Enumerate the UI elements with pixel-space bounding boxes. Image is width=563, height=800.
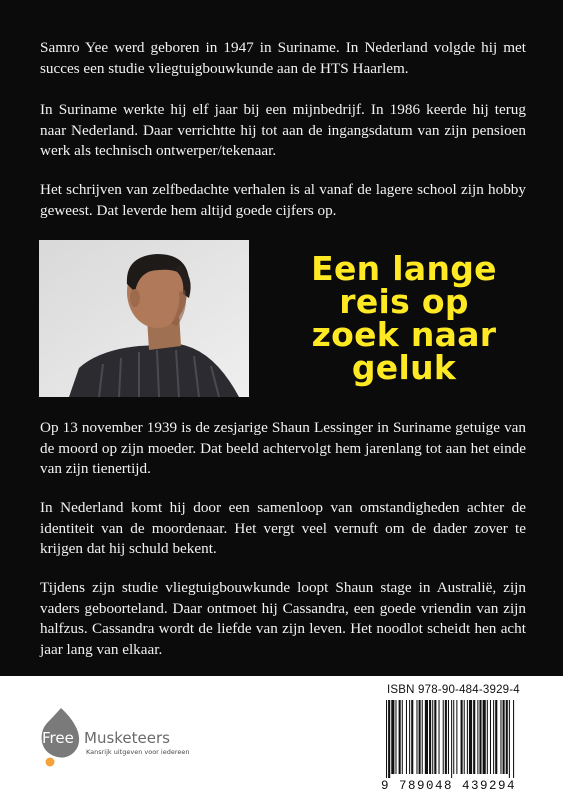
- barcode-bar: [453, 700, 454, 774]
- barcode-bar: [490, 700, 491, 774]
- synopsis-paragraph-2: In Nederland komt hij door een samenloop van omstandigheden achter de identiteit van de moordenaar. Het vergt veel vernuft om de dader zover te krijgen dat hij schuld bekent.: [40, 499, 526, 557]
- barcode-bar: [461, 700, 463, 774]
- synopsis-paragraph-1: Op 13 november 1939 is de zesjarige Shaun Lessinger in Suriname getuige van de moord op zijn moeder. Dat beeld achtervolgt hem jarenlang tot aan het einde van zijn tienertijd.: [40, 419, 526, 477]
- barcode-bar: [391, 700, 394, 774]
- book-title-line: reis op: [339, 282, 469, 321]
- barcode-bar: [495, 700, 497, 774]
- barcode-bar: [399, 700, 401, 774]
- barcode-bar: [464, 700, 465, 774]
- barcode-bar: [411, 700, 413, 774]
- barcode-bar: [473, 700, 475, 774]
- barcode-bar: [406, 700, 407, 774]
- author-bio-paragraph-2: In Suriname werkte hij elf jaar bij een mijnbedrijf. In 1986 keerde hij terug naar Nederland. Daar verrichtte hij tot aan de ingangsdatum van zijn pensioen werk als technisch ontwerper/tekenaar.: [40, 101, 526, 159]
- barcode-bar: [434, 700, 436, 774]
- isbn-label: ISBN 978-90-484-3929-4: [387, 684, 520, 696]
- book-title: [258, 249, 550, 387]
- barcode-bar: [416, 700, 417, 774]
- publisher-footer: [0, 676, 563, 800]
- publisher-tagline: Kansrijk uitgeven voor iedereen: [86, 748, 190, 756]
- barcode-bar: [467, 700, 468, 774]
- barcode-digits: 9 789048 439294: [381, 779, 517, 793]
- barcode-bar: [395, 700, 396, 774]
- barcode-bar: [479, 700, 481, 774]
- barcode-bar: [419, 700, 421, 774]
- barcode-bar: [503, 700, 505, 774]
- logo-musketeers-text: Musketeers: [84, 729, 170, 747]
- barcode-bar: [402, 700, 403, 774]
- barcode-bar: [422, 700, 423, 774]
- book-title-line: Een lange: [311, 249, 497, 288]
- barcode-bar: [500, 700, 501, 774]
- barcode-bar: [448, 700, 449, 774]
- book-title-line: geluk: [351, 348, 457, 387]
- barcode-bar: [456, 700, 457, 774]
- barcode-bar: [469, 700, 472, 774]
- author-portrait-icon: [39, 240, 249, 397]
- barcode-bar: [477, 700, 478, 774]
- barcode-bar: [445, 700, 447, 774]
- barcode-bar: [439, 700, 440, 774]
- barcode-bar: [513, 700, 514, 778]
- author-bio-paragraph-1: Samro Yee werd geboren in 1947 in Suriname. In Nederland volgde hij met succes een studie vliegtuigbouwkunde aan de HTS Haarlem.: [40, 39, 526, 77]
- book-title-line: zoek naar: [311, 315, 497, 354]
- barcode-bar: [429, 700, 431, 774]
- barcode-bar: [425, 700, 428, 774]
- barcode-bar: [388, 700, 390, 778]
- logo-free-text: Free: [42, 729, 74, 747]
- barcode-bar: [483, 700, 486, 774]
- barcode-bar: [493, 700, 494, 774]
- synopsis-paragraph-3: Tijdens zijn studie vliegtuigbouwkunde loopt Shaun stage in Australië, zijn vaders geboorteland. Daar ontmoet hij Cassandra, een goede vriendin van zijn halfzus. Cassandra wordt de liefde van zijn leven. Het noodlot scheidt hen acht jaar lang van elkaar.: [40, 579, 526, 658]
- author-photo: [39, 240, 249, 397]
- author-bio-paragraph-3: Het schrijven van zelfbedachte verhalen is al vanaf de lagere school zijn hobby geweest. Dat leverde hem altijd goede cijfers op.: [40, 181, 526, 219]
- barcode-bar: [487, 700, 488, 774]
- barcode-bar: [451, 700, 452, 778]
- barcode-bar: [443, 700, 444, 774]
- barcode-bar: [506, 700, 508, 774]
- barcode-bar: [432, 700, 433, 774]
- barcode-bar: [386, 700, 387, 778]
- barcode-bar: [509, 700, 510, 778]
- barcode-bar: [409, 700, 410, 774]
- barcode-icon: [384, 700, 558, 778]
- publisher-logo: [38, 706, 238, 766]
